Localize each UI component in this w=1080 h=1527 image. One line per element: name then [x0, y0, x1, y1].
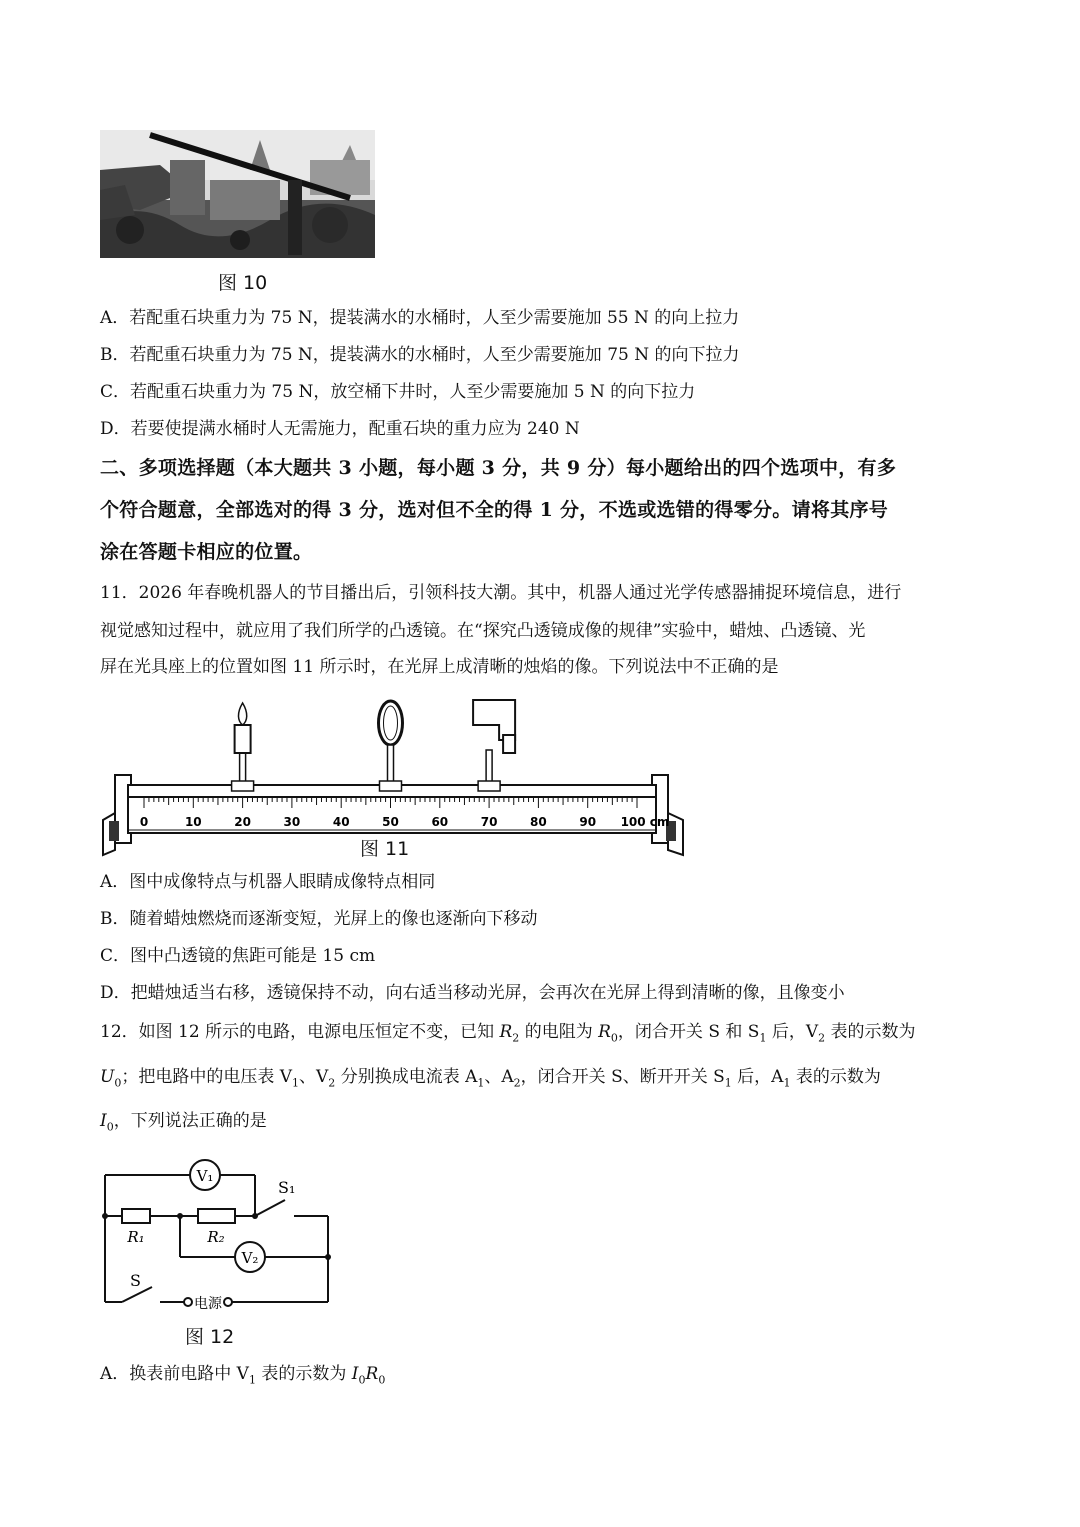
q12-text: ，闭合开关 S 和 S — [617, 1022, 760, 1042]
subscript: 0 — [378, 1373, 386, 1387]
r1-label: R₁ — [127, 1228, 145, 1246]
subscript: 0 — [114, 1076, 122, 1090]
subscript: 2 — [513, 1076, 521, 1090]
q12-text: ；把电路中的电压表 V — [121, 1067, 293, 1087]
light-screen-icon — [473, 700, 515, 791]
subscript: 1 — [248, 1373, 256, 1387]
resistor-r2 — [198, 1209, 235, 1223]
subscript: 1 — [783, 1076, 791, 1090]
subscript: 0 — [358, 1373, 366, 1387]
scale-tick-label: 30 — [283, 815, 301, 829]
q12-text: 12．如图 12 所示的电路，电源电压恒定不变，已知 — [100, 1022, 500, 1042]
q12-text: 、V — [299, 1067, 329, 1087]
subscript: 1 — [292, 1076, 300, 1090]
candle-icon — [232, 703, 254, 791]
q10-option-a: A．若配重石块重力为 75 N，提装满水的水桶时，人至少需要施加 55 N 的向上拉力 — [100, 308, 740, 328]
q12-text: ，下列说法正确的是 — [113, 1111, 267, 1131]
q12-text: A．换表前电路中 V — [100, 1364, 249, 1384]
v1-label: V₁ — [196, 1167, 214, 1185]
symbol-i: I — [100, 1111, 107, 1131]
q12-text: 表的示数为 — [255, 1364, 352, 1384]
scale-tick-label: 60 — [431, 815, 449, 829]
q12-stem-line-2 — [100, 1066, 881, 1094]
subscript: 0 — [106, 1120, 114, 1134]
well-sweep-photo — [100, 130, 375, 258]
subscript: 0 — [610, 1031, 618, 1045]
s-label: S — [130, 1271, 141, 1290]
optical-bench-svg — [100, 695, 695, 860]
r2-label: R₂ — [207, 1228, 225, 1246]
scale-tick-label: 50 — [382, 815, 399, 829]
scale-tick-label: 80 — [530, 815, 547, 829]
figure-11-caption: 图 11 — [360, 838, 410, 860]
v2-label: V₂ — [241, 1249, 259, 1267]
s1-label: S₁ — [278, 1178, 296, 1197]
q11-option-c: C．图中凸透镜的焦距可能是 15 cm — [100, 946, 376, 966]
q12-option-a — [100, 1363, 385, 1391]
figure-11-optical-bench — [100, 695, 695, 860]
q11-option-a: A．图中成像特点与机器人眼睛成像特点相同 — [100, 872, 436, 892]
q12-stem-line-3 — [100, 1110, 267, 1138]
scale-tick-label: 20 — [234, 815, 251, 829]
symbol-u: U — [100, 1067, 115, 1087]
scale-tick-label: 100 cm — [620, 815, 670, 829]
q12-text: 分别换成电流表 A — [335, 1067, 478, 1087]
symbol-i: I — [351, 1364, 359, 1384]
subscript: 1 — [724, 1076, 732, 1090]
q11-stem-line-1: 11．2026 年春晚机器人的节目播出后，引领科技大潮。其中，机器人通过光学传感器捕捉环境信息，进行 — [100, 583, 902, 603]
q10-option-b: B．若配重石块重力为 75 N，提装满水的水桶时，人至少需要施加 75 N 的向下拉力 — [100, 345, 740, 365]
subscript: 2 — [512, 1031, 520, 1045]
subscript: 1 — [759, 1031, 767, 1045]
figure-12-caption: 图 12 — [185, 1326, 235, 1348]
subscript: 2 — [328, 1076, 336, 1090]
source-terminal-icon — [224, 1298, 232, 1306]
q11-option-b: B．随着蜡烛燃烧而逐渐变短，光屏上的像也逐渐向下移动 — [100, 909, 538, 929]
q11-option-d: D．把蜡烛适当右移，透镜保持不动，向右适当移动光屏，会再次在光屏上得到清晰的像，且像变小 — [100, 983, 845, 1003]
scale-tick-label: 40 — [332, 815, 350, 829]
scale-tick-label: 10 — [184, 815, 202, 829]
q10-option-d: D．若要使提满水桶时人无需施力，配重石块的重力应为 240 N — [100, 419, 580, 439]
circuit-diagram-svg — [100, 1150, 340, 1320]
q12-text: 后，V — [766, 1022, 819, 1042]
q12-text: 表的示数为 — [825, 1022, 916, 1042]
symbol-r: R — [499, 1022, 513, 1042]
q12-text: 的电阻为 — [519, 1022, 599, 1042]
section-heading-line-1: 二、多项选择题（本大题共 3 小题，每小题 3 分，共 9 分）每小题给出的四个选项中，有多 — [100, 457, 897, 479]
scale-tick-label: 70 — [480, 815, 498, 829]
resistor-r1 — [122, 1209, 150, 1223]
figure-10-photo — [100, 130, 375, 258]
convex-lens-icon — [379, 701, 403, 791]
symbol-r: R — [365, 1364, 379, 1384]
scale-tick-label: 90 — [579, 815, 597, 829]
q11-stem-line-3: 屏在光具座上的位置如图 11 所示时，在光屏上成清晰的烛焰的像。下列说法中不正确的是 — [100, 657, 779, 677]
q12-text: 后，A — [731, 1067, 784, 1087]
section-heading-line-3: 涂在答题卡相应的位置。 — [100, 541, 313, 563]
subscript: 2 — [818, 1031, 826, 1045]
figure-12-circuit — [100, 1150, 340, 1320]
q12-text: 表的示数为 — [790, 1067, 881, 1087]
subscript: 1 — [477, 1076, 485, 1090]
q12-text: 、A — [484, 1067, 514, 1087]
section-heading-line-2: 个符合题意，全部选对的得 3 分，选对但不全的得 1 分，不选或选错的得零分。请将其序号 — [100, 499, 889, 521]
scale-tick-label: 0 — [139, 815, 149, 829]
symbol-r: R — [598, 1022, 611, 1042]
q11-stem-line-2: 视觉感知过程中，就应用了我们所学的凸透镜。在“探究凸透镜成像的规律”实验中，蜡烛、凸透镜、光 — [100, 621, 866, 641]
q10-option-c: C．若配重石块重力为 75 N，放空桶下井时，人至少需要施加 5 N 的向下拉力 — [100, 382, 696, 402]
q12-text: ，闭合开关 S、断开开关 S — [520, 1067, 725, 1087]
source-terminal-icon — [184, 1298, 192, 1306]
source-label: 电源 — [194, 1296, 222, 1312]
figure-10-caption: 图 10 — [218, 272, 268, 294]
q12-stem-line-1 — [100, 1021, 916, 1049]
